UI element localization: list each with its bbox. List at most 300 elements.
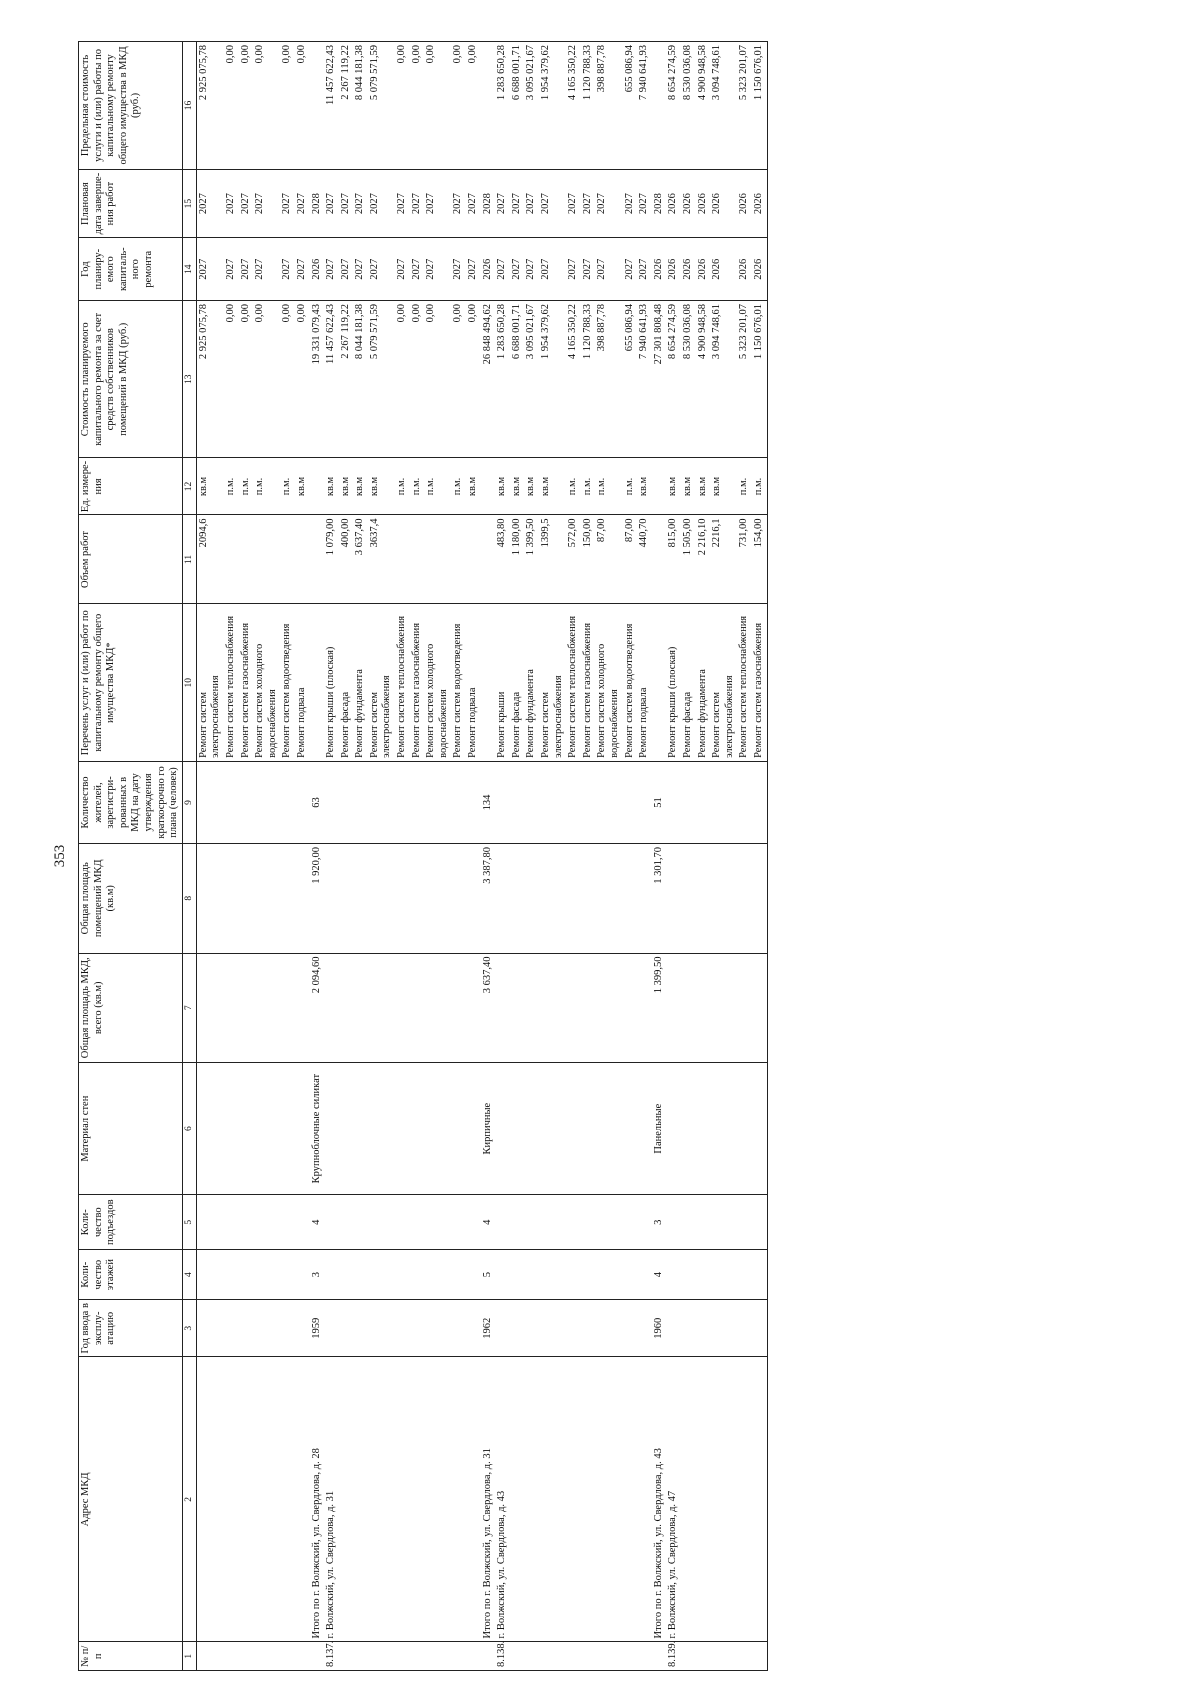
cell-text: 2026 [696,193,708,215]
cell-col-9 [196,761,224,843]
column-number-14: 14 [182,238,196,301]
cell-col-9 [368,761,395,843]
cell-col-10 [681,604,696,761]
cell-col-10 [495,604,510,761]
cell-col-5 [395,1195,410,1250]
cell-col-11 [353,515,368,604]
table-row [637,42,652,1671]
cell-col-12 [295,458,310,515]
cell-col-7 [224,953,239,1063]
cell-col-9 [666,761,681,843]
cell-text: 2028 [481,193,493,215]
cell-text: 154,00 [752,518,764,548]
cell-col-11 [710,515,737,604]
cell-text: 0,00 [396,304,408,323]
cell-col-1 [510,1642,525,1671]
cell-col-9 [253,761,280,843]
cell-col-8 [637,844,652,954]
cell-col-9 [581,761,596,843]
cell-col-5 [623,1195,638,1250]
cell-col-12 [410,458,425,515]
cell-col-1 [324,1642,339,1671]
cell-col-9 [339,761,354,843]
cell-col-12 [253,458,280,515]
cell-col-7 [681,953,696,1063]
table-row [581,42,596,1671]
cell-col-10 [595,604,622,761]
table-row [510,42,525,1671]
cell-col-6 [539,1063,566,1195]
cell-text: 3 [652,1219,664,1225]
cell-col-5 [451,1195,466,1250]
cell-text: 1 505,00 [681,518,693,556]
cell-text: 0,00 [281,304,293,323]
cell-col-4 [280,1250,295,1300]
cell-text: 2027 [596,193,608,215]
cell-col-5 [566,1195,581,1250]
cell-col-13 [581,301,596,458]
cell-col-10 [652,604,667,761]
cell-text: 1 150 676,01 [752,45,764,101]
column-header-11: Объем работ [79,515,183,604]
cell-text: п.м. [738,477,750,496]
cell-col-8 [737,844,752,954]
table-row [239,42,254,1671]
cell-col-6 [510,1063,525,1195]
cell-col-7 [339,953,354,1063]
cell-col-8 [752,844,767,954]
cell-col-13 [623,301,638,458]
column-number-13: 13 [182,301,196,458]
cell-col-8 [481,844,496,954]
cell-text: 4 [310,1219,322,1225]
table-row [710,42,737,1671]
cell-text: 0,00 [254,304,266,323]
cell-col-1 [339,1642,354,1671]
cell-col-3 [410,1300,425,1357]
cell-text: 0,00 [239,304,251,323]
cell-col-11 [510,515,525,604]
cell-col-7 [696,953,711,1063]
cell-col-7 [310,953,325,1063]
cell-text: 5 323 201,07 [738,45,750,101]
cell-col-11 [539,515,566,604]
cell-text: Ремонт фасада [339,691,351,758]
cell-col-15 [424,169,451,237]
cell-col-9 [353,761,368,843]
cell-col-4 [595,1250,622,1300]
cell-col-4 [652,1250,667,1300]
cell-text: 0,00 [254,45,266,64]
cell-text: 2027 [623,258,635,280]
cell-col-2 [368,1357,395,1642]
cell-col-13 [310,301,325,458]
cell-col-1 [752,1642,767,1671]
cell-col-3 [368,1300,395,1357]
cell-col-6 [353,1063,368,1195]
cell-text: 0,00 [281,45,293,64]
cell-text: Ремонт систем теплоснабжения [224,615,236,758]
cell-text: 5 [481,1272,493,1278]
cell-col-6 [595,1063,622,1195]
cell-col-15 [324,169,339,237]
cell-col-13 [451,301,466,458]
cell-col-12 [451,458,466,515]
table-body [196,42,767,1671]
cell-text: 572,00 [567,518,579,548]
cell-col-4 [368,1250,395,1300]
cell-col-11 [581,515,596,604]
cell-col-14 [224,238,239,301]
cell-col-5 [681,1195,696,1250]
cell-col-9 [410,761,425,843]
cell-col-5 [481,1195,496,1250]
cell-text: 2027 [281,193,293,215]
cell-col-2 [510,1357,525,1642]
cell-text: 19 331 079,43 [310,304,322,365]
cell-text: 0,00 [239,45,251,64]
cell-col-7 [239,953,254,1063]
cell-col-9 [710,761,737,843]
cell-text: 2027 [467,193,479,215]
cell-col-9 [224,761,239,843]
cell-text: 0,00 [452,304,464,323]
cell-col-13 [681,301,696,458]
cell-col-15 [196,169,224,237]
cell-col-14 [623,238,638,301]
cell-text: 2027 [295,193,307,215]
cell-col-7 [395,953,410,1063]
cell-text: 7 940 641,93 [638,45,650,101]
cell-col-5 [710,1195,737,1250]
cell-col-2 [280,1357,295,1642]
cell-text: 8 654 274,59 [667,45,679,101]
cell-col-2 [595,1357,622,1642]
cell-col-4 [696,1250,711,1300]
cell-text: кв.м [339,476,351,497]
capital-repair-table [78,41,768,1671]
cell-col-3 [280,1300,295,1357]
cell-col-5 [539,1195,566,1250]
cell-col-11 [752,515,767,604]
cell-col-10 [623,604,638,761]
cell-col-6 [451,1063,466,1195]
cell-text: 2027 [638,258,650,280]
cell-text: 440,70 [638,518,650,548]
cell-col-13 [481,301,496,458]
cell-col-10 [224,604,239,761]
cell-col-10 [539,604,566,761]
table-row [451,42,466,1671]
cell-text: 8 044 181,38 [354,304,366,360]
cell-text: кв.м [354,476,366,497]
cell-text: Ремонт систем газоснабжения [581,622,593,758]
column-header-13: Стоимость планируемого капитального ремонта за счет средств собственников помещений в МКД (руб.) [79,301,183,458]
cell-text: 2027 [410,258,422,280]
cell-col-14 [339,238,354,301]
cell-col-15 [737,169,752,237]
cell-text: 1 283 650,28 [496,45,508,101]
cell-col-3 [696,1300,711,1357]
column-number-10: 10 [182,604,196,761]
cell-col-4 [253,1250,280,1300]
cell-col-13 [339,301,354,458]
cell-col-5 [295,1195,310,1250]
cell-col-12 [324,458,339,515]
cell-text: Ремонт крыши (плоская) [667,646,679,758]
cell-col-7 [652,953,667,1063]
cell-col-4 [295,1250,310,1300]
table-row [666,42,681,1671]
cell-col-1 [681,1642,696,1671]
cell-col-7 [424,953,451,1063]
cell-col-11 [696,515,711,604]
cell-text: 0,00 [425,45,437,64]
cell-col-8 [451,844,466,954]
cell-col-13 [196,301,224,458]
cell-col-7 [581,953,596,1063]
total-row [481,42,496,1671]
cell-col-13 [324,301,339,458]
cell-col-4 [637,1250,652,1300]
cell-col-2 [353,1357,368,1642]
cell-col-12 [481,458,496,515]
cell-col-9 [395,761,410,843]
cell-col-15 [280,169,295,237]
cell-col-5 [224,1195,239,1250]
cell-col-16 [410,42,425,170]
cell-text: 2 925 075,78 [197,45,209,101]
cell-col-13 [652,301,667,458]
total-row [652,42,667,1671]
cell-col-5 [368,1195,395,1250]
cell-col-14 [310,238,325,301]
cell-text: 2027 [281,258,293,280]
cell-col-16 [253,42,280,170]
cell-col-15 [339,169,354,237]
cell-col-1 [696,1642,711,1671]
cell-text: Ремонт фундамента [525,669,537,758]
column-number-7: 7 [182,953,196,1063]
cell-col-14 [368,238,395,301]
cell-col-6 [752,1063,767,1195]
cell-col-5 [280,1195,295,1250]
rotated-page [42,41,1200,1671]
cell-col-8 [196,844,224,954]
cell-col-15 [696,169,711,237]
cell-col-14 [495,238,510,301]
cell-col-14 [666,238,681,301]
cell-col-15 [637,169,652,237]
cell-text: кв.м [638,476,650,497]
cell-col-2 [524,1357,539,1642]
cell-text: Ремонт систем газоснабжения [410,622,422,758]
table-row [623,42,638,1671]
column-header-8: Общая площадь помещений МКД (кв.м) [79,844,183,954]
cell-text: 26 848 494,62 [481,304,493,365]
cell-text: Ремонт систем электроснабжения [368,675,393,758]
cell-col-4 [737,1250,752,1300]
cell-col-1 [239,1642,254,1671]
cell-col-15 [224,169,239,237]
cell-col-13 [666,301,681,458]
cell-col-16 [368,42,395,170]
cell-col-16 [623,42,638,170]
cell-col-1 [295,1642,310,1671]
cell-col-9 [495,761,510,843]
cell-col-12 [310,458,325,515]
cell-text: 2027 [467,258,479,280]
cell-col-14 [280,238,295,301]
cell-col-4 [481,1250,496,1300]
cell-col-14 [539,238,566,301]
cell-text: Ремонт подвала [467,687,479,758]
cell-col-15 [510,169,525,237]
cell-text: 2027 [410,193,422,215]
cell-col-16 [239,42,254,170]
cell-text: 2026 [310,258,322,280]
cell-col-5 [652,1195,667,1250]
cell-col-1 [410,1642,425,1671]
cell-col-10 [696,604,711,761]
cell-col-14 [410,238,425,301]
cell-col-7 [737,953,752,1063]
cell-text: 2027 [496,193,508,215]
cell-col-10 [710,604,737,761]
cell-text: Кирпичные [481,1102,493,1155]
cell-text: 8.137. [325,1640,337,1667]
cell-col-7 [666,953,681,1063]
cell-col-10 [510,604,525,761]
cell-text: 3 387,80 [481,847,493,884]
cell-col-16 [196,42,224,170]
cell-col-2 [566,1357,581,1642]
cell-col-3 [339,1300,354,1357]
cell-text: 0,00 [396,45,408,64]
cell-col-15 [395,169,410,237]
cell-col-14 [637,238,652,301]
cell-col-16 [295,42,310,170]
cell-col-3 [481,1300,496,1357]
cell-text: 2027 [525,193,537,215]
cell-col-6 [310,1063,325,1195]
cell-text: п.м. [596,477,608,496]
cell-col-11 [253,515,280,604]
table-row [524,42,539,1671]
cell-text: 2027 [197,258,209,280]
cell-col-13 [637,301,652,458]
cell-col-9 [696,761,711,843]
cell-col-9 [310,761,325,843]
cell-col-7 [495,953,510,1063]
cell-col-2 [696,1357,711,1642]
cell-col-3 [510,1300,525,1357]
cell-col-9 [595,761,622,843]
cell-text: Панельные [652,1103,664,1154]
column-header-7: Общая площадь МКД, всего (кв.м) [79,953,183,1063]
cell-text: кв.м [525,476,537,497]
cell-col-11 [196,515,224,604]
cell-col-4 [466,1250,481,1300]
cell-text: 2026 [667,193,679,215]
cell-col-16 [324,42,339,170]
cell-text: 1 301,70 [652,847,664,884]
cell-col-10 [737,604,752,761]
cell-col-13 [280,301,295,458]
cell-col-8 [253,844,280,954]
cell-col-5 [581,1195,596,1250]
cell-text: Ремонт фундамента [696,669,708,758]
cell-text: 3 094 748,61 [711,304,723,360]
cell-col-2 [410,1357,425,1642]
cell-text: Итого по г. Волжский, ул. Свердлова, д. 43 [652,1448,664,1639]
cell-col-14 [466,238,481,301]
cell-text: 87,00 [596,518,608,543]
column-number-8: 8 [182,844,196,954]
cell-col-2 [495,1357,510,1642]
cell-col-3 [752,1300,767,1357]
cell-text: 2 094,60 [310,956,322,994]
column-number-9: 9 [182,761,196,843]
cell-col-8 [239,844,254,954]
cell-col-10 [451,604,466,761]
cell-text: 2 267 119,22 [339,304,351,359]
cell-col-5 [424,1195,451,1250]
cell-col-2 [424,1357,451,1642]
cell-col-13 [253,301,280,458]
cell-col-7 [510,953,525,1063]
cell-col-6 [410,1063,425,1195]
cell-col-13 [566,301,581,458]
cell-col-10 [410,604,425,761]
cell-text: Ремонт систем газоснабжения [752,622,764,758]
cell-col-12 [539,458,566,515]
column-header-14: Год планиру-емого капиталь-ного ремонта [79,238,183,301]
cell-col-16 [595,42,622,170]
cell-col-4 [239,1250,254,1300]
cell-text: 2027 [197,193,209,215]
cell-text: 1 120 788,33 [581,45,593,101]
column-number-11: 11 [182,515,196,604]
cell-col-5 [353,1195,368,1250]
cell-text: Ремонт систем теплоснабжения [738,615,750,758]
cell-col-12 [595,458,622,515]
column-number-1: 1 [182,1642,196,1671]
cell-text: 51 [652,797,664,808]
cell-col-5 [339,1195,354,1250]
cell-col-2 [196,1357,224,1642]
column-header-12: Ед. измере-ния [79,458,183,515]
cell-col-8 [324,844,339,954]
cell-text: 2027 [540,258,551,280]
cell-text: 1 399,50 [652,956,664,994]
cell-text: 11 457 622,43 [325,45,337,105]
cell-text: 2027 [354,193,366,215]
header-row [79,42,183,1671]
cell-col-11 [451,515,466,604]
cell-col-4 [339,1250,354,1300]
cell-text: 2026 [752,258,764,280]
cell-text: 11 457 622,43 [325,304,337,365]
cell-col-10 [581,604,596,761]
cell-col-14 [696,238,711,301]
cell-col-10 [666,604,681,761]
table-row [324,42,339,1671]
cell-text: 0,00 [410,45,422,64]
cell-col-15 [539,169,566,237]
cell-col-4 [424,1250,451,1300]
column-number-5: 5 [182,1195,196,1250]
